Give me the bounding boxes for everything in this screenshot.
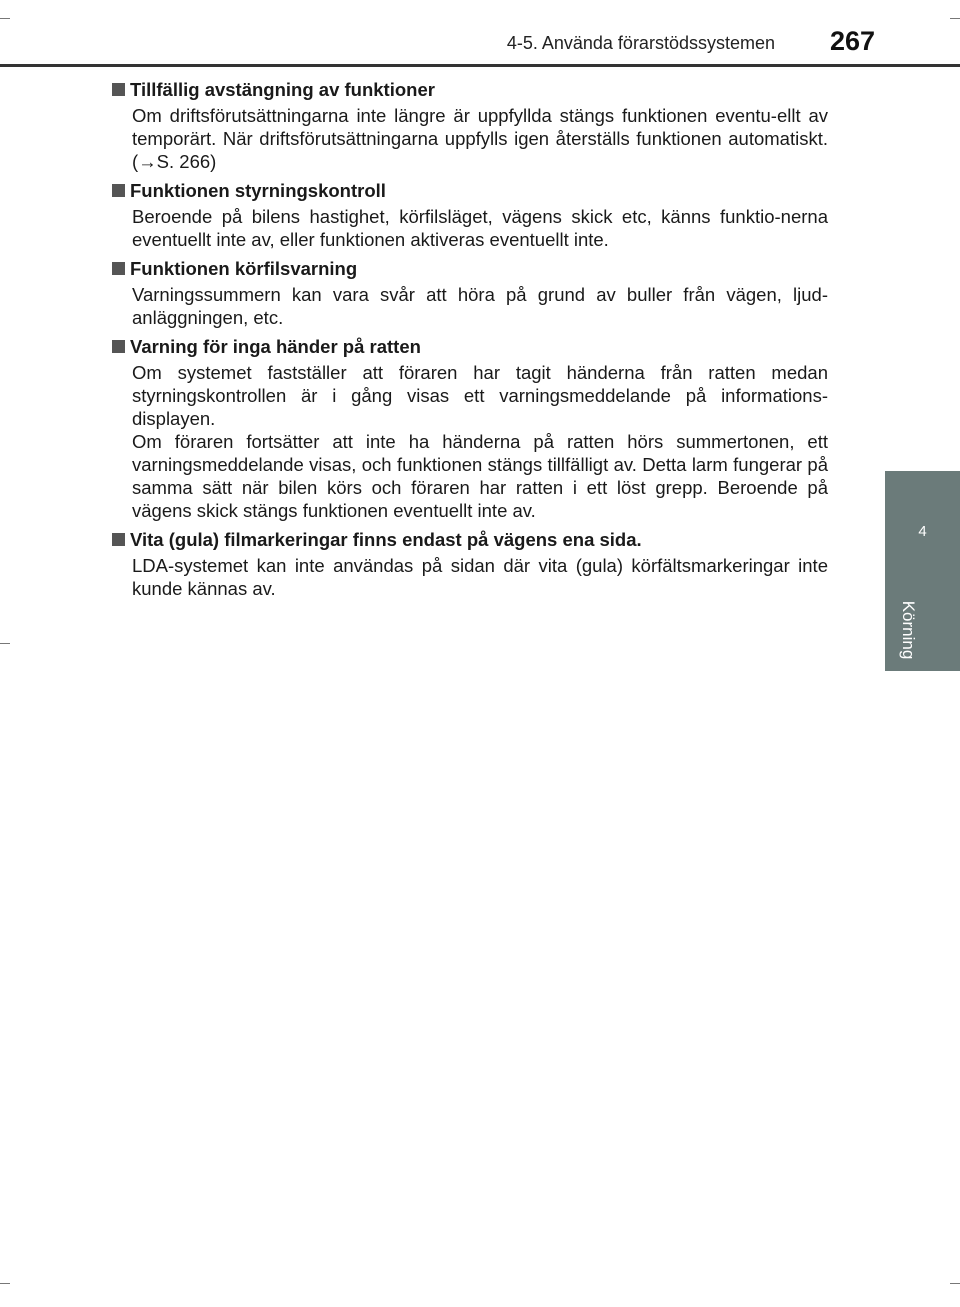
chapter-title: Körning [899, 600, 918, 660]
crop-mark [0, 643, 10, 644]
item-body [110, 205, 828, 251]
section-item [110, 528, 828, 600]
item-body [110, 283, 828, 329]
paragraph: Om driftsförutsättningarna inte längre är uppfyllda stängs funktionen eventu-ellt av temporärt. När driftsförutsättningarna uppfylls igen återställs funktionen automatiskt. (→S. 266) [132, 105, 828, 172]
item-heading: Funktionen styrningskontroll [110, 179, 828, 202]
item-heading: Tillfällig avstängning av funktioner [110, 78, 828, 101]
section-item [110, 78, 828, 173]
chapter-number: 4 [918, 523, 927, 540]
item-heading: Funktionen körfilsvarning [110, 257, 828, 280]
square-bullet-icon [112, 340, 125, 353]
paragraph: Om systemet fastställer att föraren har tagit händerna från ratten medan styrningskontrollen är i gång visas ett varningsmeddelande på informations-displayen. [132, 362, 828, 429]
square-bullet-icon [112, 533, 125, 546]
item-heading: Varning för inga händer på ratten [110, 335, 828, 358]
item-heading: Vita (gula) filmarkeringar finns endast på vägens ena sida. [110, 528, 828, 551]
crop-mark [0, 1283, 10, 1284]
paragraph: Beroende på bilens hastighet, körfilsläget, vägens skick etc, känns funktio-nerna eventuellt inte av, eller funktionen aktiveras eventuellt inte. [132, 206, 828, 250]
section-item [110, 335, 828, 522]
paragraph: Om föraren fortsätter att inte ha händerna på ratten hörs summertonen, ett varningsmeddelande visas, och funktionen stängs tillfälligt av. Detta larm fungerar på samma sätt när bilen körs och föraren har ratten i ett löst grepp. Beroende på vägens skick stängs funktionen eventuellt inte av. [132, 431, 828, 521]
square-bullet-icon [112, 184, 125, 197]
paragraph: LDA-systemet kan inte användas på sidan där vita (gula) körfältsmarkeringar inte kunde kännas av. [132, 555, 828, 599]
item-body [110, 104, 828, 173]
section-title: 4-5. Använda förarstödssystemen [506, 33, 775, 53]
crop-mark [950, 1283, 960, 1284]
square-bullet-icon [112, 262, 125, 275]
item-body [110, 554, 828, 600]
page-content [110, 78, 828, 606]
header-rule [0, 64, 960, 67]
page-number: 267 [829, 26, 875, 56]
paragraph: Varningssummern kan vara svår att höra på grund av buller från vägen, ljud-anläggningen, etc. [132, 284, 828, 328]
section-item [110, 179, 828, 251]
chapter-tab [885, 471, 960, 671]
page-header [0, 0, 960, 66]
square-bullet-icon [112, 83, 125, 96]
item-body [110, 361, 828, 522]
section-item [110, 257, 828, 329]
